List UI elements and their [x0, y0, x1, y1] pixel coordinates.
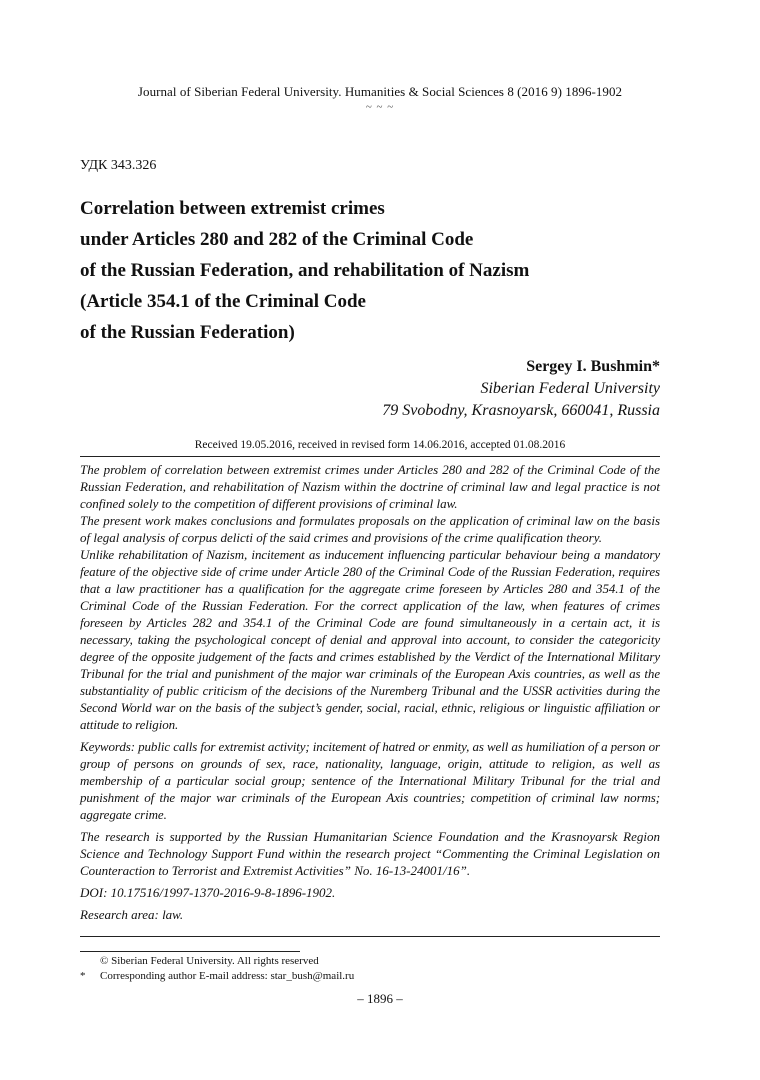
author-address: 79 Svobodny, Krasnoyarsk, 660041, Russia [382, 402, 660, 419]
corresponding-author-text: Corresponding author E-mail address: star_bush@mail.ru [100, 970, 355, 982]
title-line: of the Russian Federation) [80, 322, 295, 343]
abstract-top-rule [80, 456, 660, 457]
footnote-mark: * [80, 970, 86, 982]
page-number: – 1896 – [357, 991, 403, 1006]
abstract [80, 461, 660, 923]
header-ornament: ~ ~ ~ [365, 101, 395, 113]
title-line: under Articles 280 and 282 of the Criminal Code [80, 229, 474, 250]
author-block [382, 356, 660, 422]
udk-code: УДК 343.326 [80, 158, 157, 173]
footnote-corresponding [80, 969, 354, 984]
title-line: (Article 354.1 of the Criminal Code [80, 291, 366, 312]
footnote-mark [80, 954, 100, 969]
journal-header: Journal of Siberian Federal University. Humanities & Social Sciences 8 (2016 9) 1896-1902 [137, 84, 623, 99]
funding-note: The research is supported by the Russian Humanitarian Science Foundation and the Krasnoyarsk Region Science and Technology Support Fund within the research project “Commenting the Criminal Legislation on Counteraction to Terrorist and Extremist Activities” No. 16-13-24001/16”. [80, 829, 660, 878]
author-name: Sergey I. Bushmin* [526, 358, 660, 375]
title-line: of the Russian Federation, and rehabilitation of Nazism [80, 260, 530, 281]
abstract-bottom-rule [80, 936, 660, 937]
abstract-paragraph: Unlike rehabilitation of Nazism, incitement as inducement influencing particular behaviour being a mandatory feature of the objective side of crime under Article 280 of the Criminal Code of the Russian Federation, requires that a law practitioner has a qualification for the aggregate crime foreseen by Articles 280 and 354.1 of the Criminal Code of the Russian Federation. For the correct application of the law, when features of crimes foreseen by Articles 282 and 354.1 of the Criminal Code are found simultaneously in a certain act, it is necessary, taking the psychological concept of denial and approval into account, to consider the categoricity degree of the opposite judgement of the facts and crimes established by the Verdict of the International Military Tribunal for the trial and punishment of the major war criminals of the European Axis countries, as well as the substantiality of public criticism of the decisions of the Nuremberg Tribunal and the USSR activities during the Second World war on the basis of the subject’s gender, social, racial, ethnic, religious or linguistic affiliation or attitude to religion. [80, 547, 660, 732]
received-dates: Received 19.05.2016, received in revised form 14.06.2016, accepted 01.08.2016 [194, 439, 566, 451]
research-area: Research area: law. [80, 907, 184, 922]
footnote-copyright [80, 954, 354, 969]
author-affiliation: Siberian Federal University [480, 380, 660, 397]
footnote-rule [80, 951, 300, 952]
title-line: Correlation between extremist crimes [80, 198, 385, 219]
copyright-text: © Siberian Federal University. All rights reserved [100, 955, 319, 967]
article-title [80, 193, 640, 348]
abstract-paragraph: The present work makes conclusions and formulates proposals on the application of criminal law on the basis of legal analysis of corpus delicti of the said crimes and provisions of the crime qualification theory. [80, 513, 660, 545]
keywords: Keywords: public calls for extremist activity; incitement of hatred or enmity, as well as humiliation of a person or group of persons on grounds of sex, race, nationality, language, origin, attitude to religion, as well as membership of a particular social group; sentence of the International Military Tribunal for the trial and punishment of the major war criminals of the European Axis countries; competition of criminal law norms; aggregate crime. [80, 739, 660, 822]
doi: DOI: 10.17516/1997-1370-2016-9-8-1896-1902. [80, 885, 336, 900]
footnotes [80, 954, 354, 984]
abstract-paragraph: The problem of correlation between extremist crimes under Articles 280 and 282 of the Criminal Code of the Russian Federation, and rehabilitation of Nazism within the doctrine of criminal law and legal practice is not confined solely to the competition of different provisions of criminal law. [80, 462, 660, 511]
